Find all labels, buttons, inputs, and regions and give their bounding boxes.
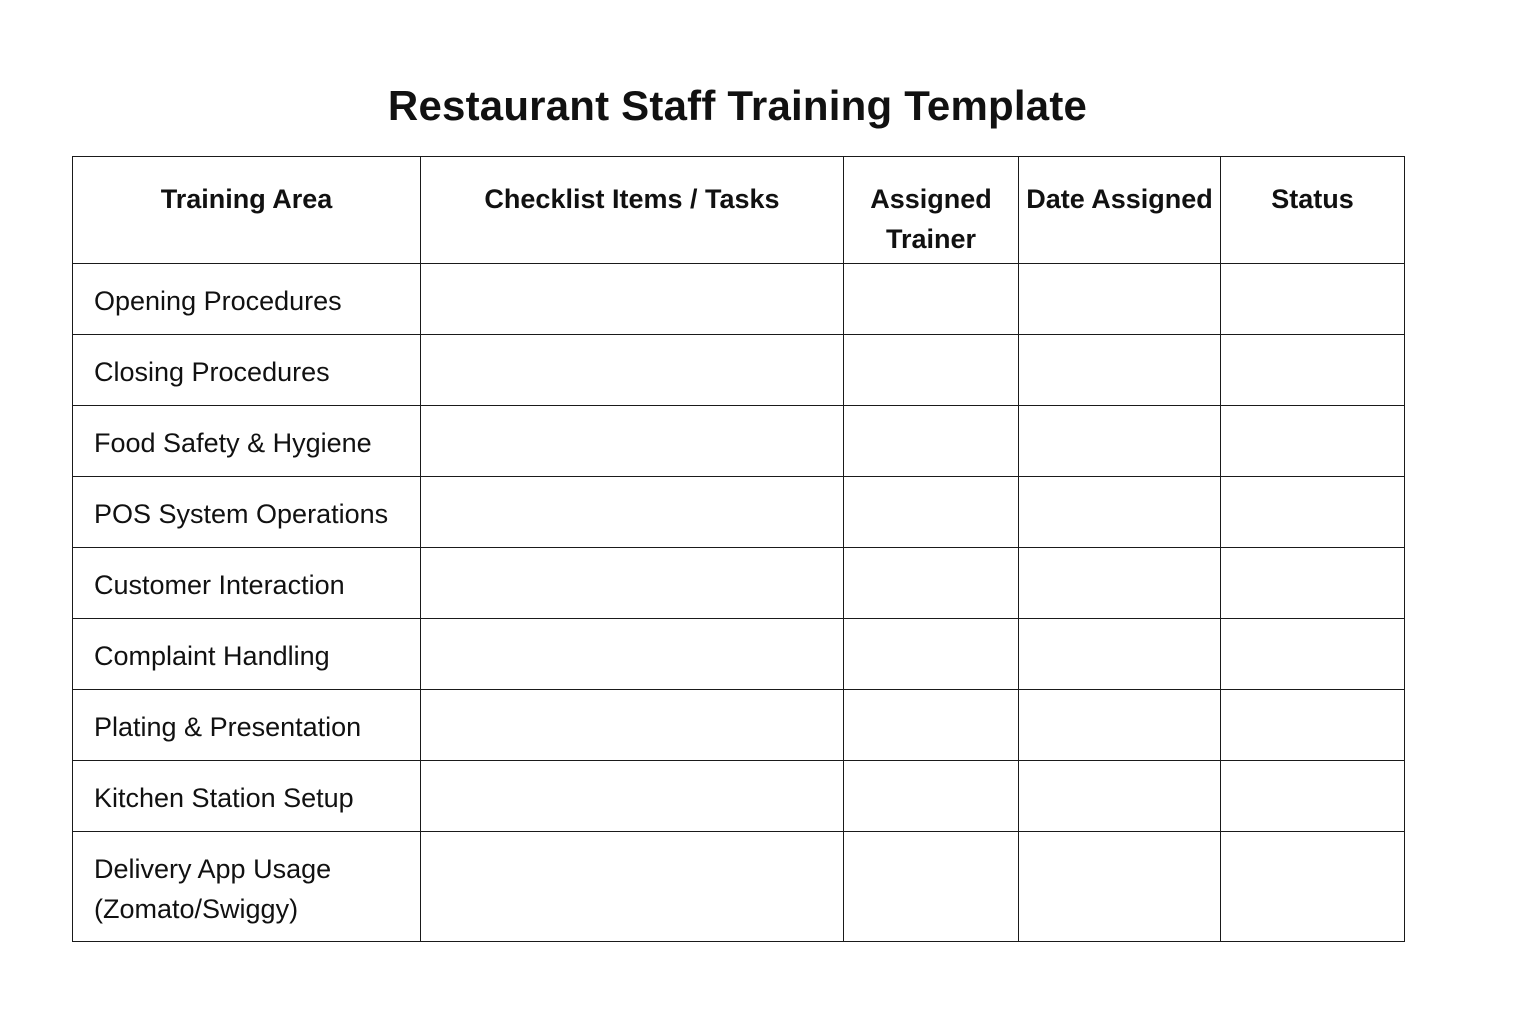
training-area-cell: Food Safety & Hygiene	[73, 406, 421, 477]
checklist-cell[interactable]	[421, 619, 844, 690]
checklist-cell[interactable]	[421, 832, 844, 942]
trainer-cell[interactable]	[844, 619, 1019, 690]
date-cell[interactable]	[1019, 335, 1221, 406]
header-checklist-items: Checklist Items / Tasks	[421, 157, 844, 264]
status-cell[interactable]	[1221, 761, 1405, 832]
training-area-cell: POS System Operations	[73, 477, 421, 548]
document-title: Restaurant Staff Training Template	[387, 82, 1088, 129]
header-assigned-trainer	[844, 157, 1019, 264]
trainer-cell[interactable]	[844, 335, 1019, 406]
checklist-cell[interactable]	[421, 406, 844, 477]
checklist-cell[interactable]	[421, 477, 844, 548]
table-row	[73, 690, 1405, 761]
header-assigned-trainer-line1: Assigned	[870, 184, 992, 214]
training-area-cell: Plating & Presentation	[73, 690, 421, 761]
training-area-cell: Closing Procedures	[73, 335, 421, 406]
training-area-line2: (Zomato/Swiggy)	[94, 893, 299, 924]
date-cell[interactable]	[1019, 832, 1221, 942]
trainer-cell[interactable]	[844, 477, 1019, 548]
training-area-cell: Kitchen Station Setup	[73, 761, 421, 832]
trainer-cell[interactable]	[844, 761, 1019, 832]
status-cell[interactable]	[1221, 264, 1405, 335]
table-row	[73, 264, 1405, 335]
table-row	[73, 406, 1405, 477]
header-date-assigned: Date Assigned	[1019, 157, 1221, 264]
status-cell[interactable]	[1221, 548, 1405, 619]
table-row	[73, 761, 1405, 832]
header-status: Status	[1221, 157, 1405, 264]
date-cell[interactable]	[1019, 406, 1221, 477]
table-row	[73, 477, 1405, 548]
checklist-cell[interactable]	[421, 761, 844, 832]
trainer-cell[interactable]	[844, 264, 1019, 335]
training-area-cell: Customer Interaction	[73, 548, 421, 619]
training-area-line1: Delivery App Usage	[94, 853, 332, 884]
date-cell[interactable]	[1019, 761, 1221, 832]
training-table	[72, 156, 1405, 942]
status-cell[interactable]	[1221, 477, 1405, 548]
trainer-cell[interactable]	[844, 832, 1019, 942]
date-cell[interactable]	[1019, 477, 1221, 548]
checklist-cell[interactable]	[421, 335, 844, 406]
trainer-cell[interactable]	[844, 406, 1019, 477]
header-training-area: Training Area	[73, 157, 421, 264]
trainer-cell[interactable]	[844, 548, 1019, 619]
status-cell[interactable]	[1221, 406, 1405, 477]
training-area-cell: Opening Procedures	[73, 264, 421, 335]
table-header-row	[73, 157, 1405, 264]
status-cell[interactable]	[1221, 690, 1405, 761]
status-cell[interactable]	[1221, 335, 1405, 406]
date-cell[interactable]	[1019, 548, 1221, 619]
status-cell[interactable]	[1221, 832, 1405, 942]
header-assigned-trainer-line2: Trainer	[885, 224, 977, 254]
status-cell[interactable]	[1221, 619, 1405, 690]
table-row	[73, 548, 1405, 619]
date-cell[interactable]	[1019, 619, 1221, 690]
date-cell[interactable]	[1019, 264, 1221, 335]
checklist-cell[interactable]	[421, 548, 844, 619]
training-area-cell: Complaint Handling	[73, 619, 421, 690]
checklist-cell[interactable]	[421, 690, 844, 761]
date-cell[interactable]	[1019, 690, 1221, 761]
training-area-cell	[73, 832, 421, 942]
table-row	[73, 335, 1405, 406]
trainer-cell[interactable]	[844, 690, 1019, 761]
table-row	[73, 619, 1405, 690]
table-row	[73, 832, 1405, 942]
checklist-cell[interactable]	[421, 264, 844, 335]
